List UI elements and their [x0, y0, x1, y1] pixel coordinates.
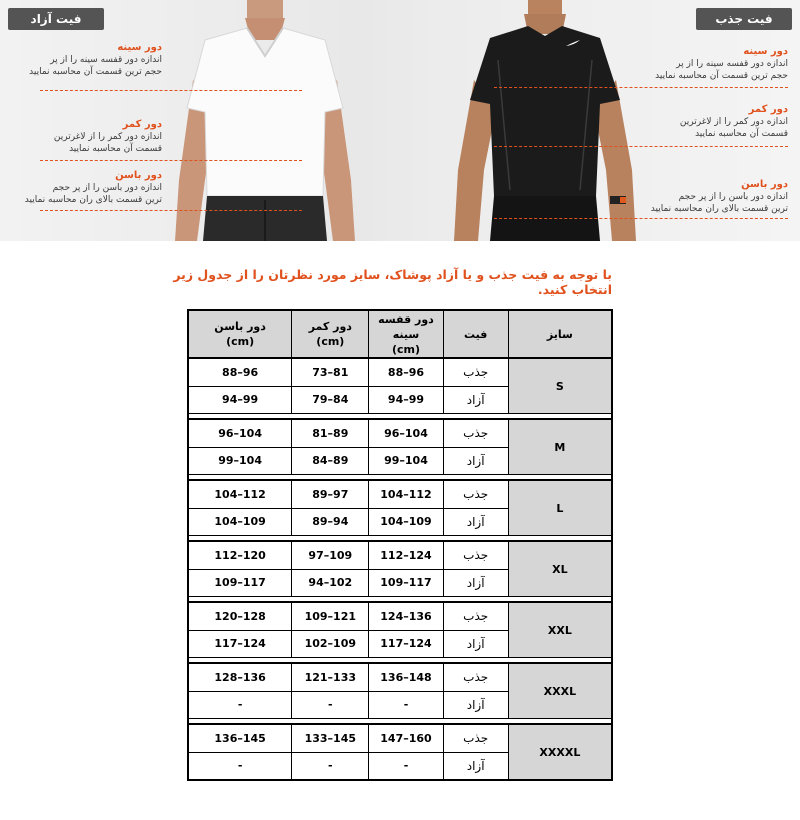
chest-cell: 147–160	[369, 724, 443, 752]
loose-hip-guide-line	[40, 210, 302, 211]
header-fit: فیت	[443, 310, 508, 358]
slim-waist-text-line2: قسمت آن محاسبه نمایید	[695, 129, 788, 139]
fit-loose-cell: آزاد	[443, 752, 508, 780]
slim-hip-annotation	[632, 178, 788, 215]
table-row	[188, 724, 612, 752]
chest-cell: 112–124	[369, 541, 443, 569]
size-label-cell: M	[508, 419, 612, 475]
waist-cell: 84–89	[292, 447, 369, 475]
header-hip-label: دور باسن	[214, 320, 266, 333]
table-row	[188, 541, 612, 569]
waist-cell: 79–84	[292, 386, 369, 414]
size-label-cell: S	[508, 358, 612, 414]
loose-hip-annotation	[6, 169, 162, 206]
table-row	[188, 480, 612, 508]
hip-cell: 120–128	[188, 602, 292, 630]
slim-waist-heading: دور کمر	[748, 104, 788, 115]
fit-loose-cell: آزاد	[443, 691, 508, 719]
hip-cell: 112–120	[188, 541, 292, 569]
loose-waist-text-line2: قسمت آن محاسبه نمایید	[69, 144, 162, 154]
size-guide-banner	[0, 0, 800, 241]
hip-cell: 88–96	[188, 358, 292, 386]
chest-cell: -	[369, 752, 443, 780]
size-label-cell: XXXXL	[508, 724, 612, 780]
chest-cell: 99–104	[369, 447, 443, 475]
fit-loose-cell: آزاد	[443, 508, 508, 536]
size-table-body	[188, 358, 612, 780]
waist-cell: 97–109	[292, 541, 369, 569]
table-row	[188, 663, 612, 691]
waist-cell: 81–89	[292, 419, 369, 447]
header-hip-unit: (cm)	[226, 335, 255, 348]
slim-waist-annotation	[632, 103, 788, 140]
instruction-text: با توجه به فیت جذب و یا آزاد پوشاک، سایز مورد نظرتان را از جدول زیر انتخاب کنید.	[173, 267, 612, 297]
size-chart-table	[187, 309, 613, 781]
fit-loose-cell: آزاد	[443, 447, 508, 475]
hip-cell: 96–104	[188, 419, 292, 447]
hip-cell: 104–112	[188, 480, 292, 508]
waist-cell: 109–121	[292, 602, 369, 630]
slim-hip-text-line2: ترین قسمت بالای ران محاسبه نمایید	[650, 204, 788, 214]
slim-waist-guide-line	[494, 146, 788, 147]
chest-cell: 104–112	[369, 480, 443, 508]
header-waist	[292, 310, 369, 358]
header-chest-label: دور قفسه سینه	[378, 312, 434, 341]
header-waist-unit: (cm)	[316, 335, 345, 348]
loose-hip-text-line2: ترین قسمت بالای ران محاسبه نمایید	[24, 195, 162, 205]
fit-slim-cell: جذب	[443, 602, 508, 630]
size-label-cell: XL	[508, 541, 612, 597]
header-chest-unit: (cm)	[391, 342, 421, 356]
header-hip	[188, 310, 292, 358]
waist-cell: -	[292, 752, 369, 780]
size-label-cell: L	[508, 480, 612, 536]
slim-chest-heading: دور سینه	[743, 46, 788, 57]
waist-cell: 94–102	[292, 569, 369, 597]
table-row	[188, 358, 612, 386]
slim-chest-text-line1: اندازه دور قفسه سینه را از پر	[676, 59, 788, 69]
loose-waist-guide-line	[40, 160, 302, 161]
hip-cell: 94–99	[188, 386, 292, 414]
hip-cell: 99–104	[188, 447, 292, 475]
slim-hip-heading: دور باسن	[741, 179, 788, 190]
fit-slim-cell: جذب	[443, 358, 508, 386]
fit-slim-cell: جذب	[443, 541, 508, 569]
slim-waist-text-line1: اندازه دور کمر را از لاغرترین	[679, 117, 788, 127]
loose-hip-heading: دور باسن	[115, 170, 162, 181]
chest-cell: 109–117	[369, 569, 443, 597]
loose-chest-text-line2: حجم ترین قسمت آن محاسبه نمایید	[29, 67, 162, 77]
fit-loose-cell: آزاد	[443, 630, 508, 658]
slim-chest-annotation	[632, 45, 788, 82]
hip-cell: -	[188, 752, 292, 780]
hip-cell: 136–145	[188, 724, 292, 752]
chest-cell: 117–124	[369, 630, 443, 658]
table-row	[188, 602, 612, 630]
slim-hip-guide-line	[494, 218, 788, 219]
table-header-row	[188, 310, 612, 358]
chest-cell: 104–109	[369, 508, 443, 536]
chest-cell: 88–96	[369, 358, 443, 386]
slim-chest-guide-line	[494, 87, 788, 88]
waist-cell: 89–94	[292, 508, 369, 536]
slim-fit-tag: فیت جذب	[696, 8, 792, 30]
size-label-cell: XXL	[508, 602, 612, 658]
slim-fit-model-image	[450, 0, 640, 241]
fit-loose-cell: آزاد	[443, 386, 508, 414]
loose-fit-tag: فیت آزاد	[8, 8, 104, 30]
hip-cell: 117–124	[188, 630, 292, 658]
chest-cell: 124–136	[369, 602, 443, 630]
header-waist-label: دور کمر	[308, 320, 352, 333]
fit-slim-cell: جذب	[443, 663, 508, 691]
fit-loose-cell: آزاد	[443, 569, 508, 597]
loose-chest-guide-line	[40, 90, 302, 91]
loose-waist-heading: دور کمر	[122, 119, 162, 130]
loose-chest-text-line1: اندازه دور قفسه سینه را از پر	[50, 55, 162, 65]
loose-waist-text-line1: اندازه دور کمر را از لاغرترین	[53, 132, 162, 142]
loose-hip-text-line1: اندازه دور باسن را از پر حجم	[52, 183, 162, 193]
chest-cell: 96–104	[369, 419, 443, 447]
table-row	[188, 419, 612, 447]
waist-cell: -	[292, 691, 369, 719]
hip-cell: 104–109	[188, 508, 292, 536]
hip-cell: -	[188, 691, 292, 719]
loose-chest-annotation	[6, 41, 162, 78]
loose-waist-annotation	[6, 118, 162, 155]
chest-cell: 136–148	[369, 663, 443, 691]
waist-cell: 102–109	[292, 630, 369, 658]
header-chest	[369, 310, 443, 358]
waist-cell: 73–81	[292, 358, 369, 386]
header-size: سایز	[508, 310, 612, 358]
chest-cell: 94–99	[369, 386, 443, 414]
size-label-cell: XXXL	[508, 663, 612, 719]
chest-cell: -	[369, 691, 443, 719]
hip-cell: 109–117	[188, 569, 292, 597]
fit-slim-cell: جذب	[443, 724, 508, 752]
slim-hip-text-line1: اندازه دور باسن را از پر حجم	[678, 192, 788, 202]
hip-cell: 128–136	[188, 663, 292, 691]
waist-cell: 133–145	[292, 724, 369, 752]
loose-fit-model-image	[175, 0, 355, 241]
slim-chest-text-line2: حجم ترین قسمت آن محاسبه نمایید	[655, 71, 788, 81]
loose-chest-heading: دور سینه	[117, 42, 162, 53]
fit-slim-cell: جذب	[443, 419, 508, 447]
fit-slim-cell: جذب	[443, 480, 508, 508]
waist-cell: 121–133	[292, 663, 369, 691]
waist-cell: 89–97	[292, 480, 369, 508]
